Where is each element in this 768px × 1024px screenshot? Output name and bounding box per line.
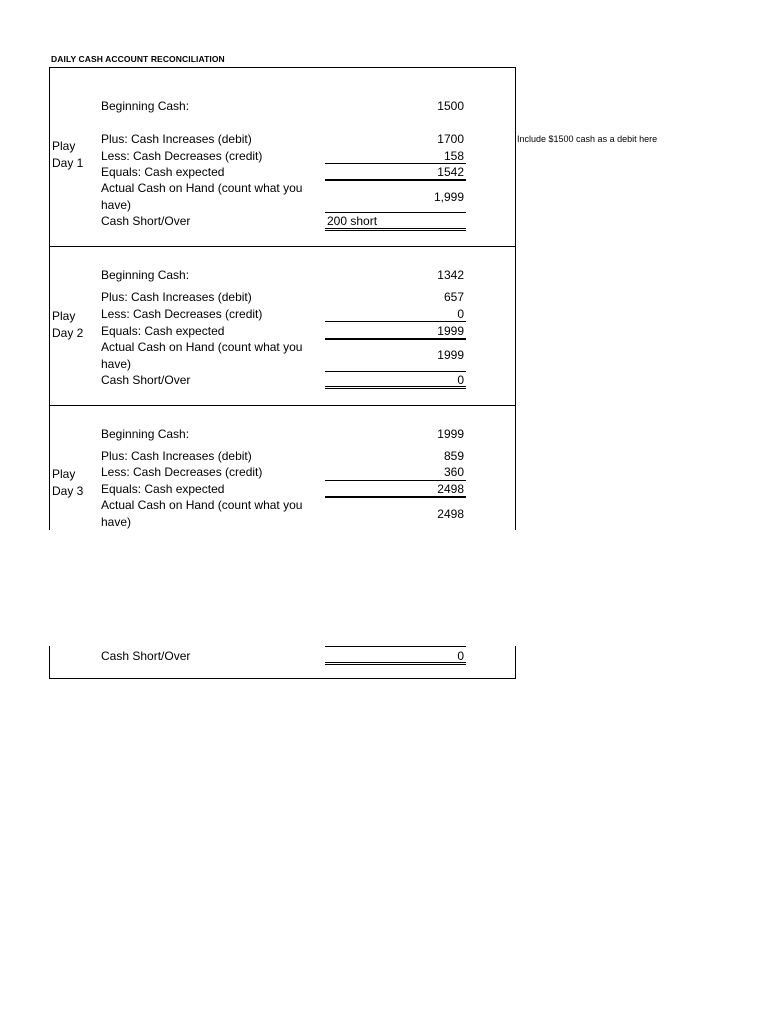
day3-label xyxy=(52,466,83,500)
day1-actual-rule xyxy=(325,212,466,213)
day2-decreases-rule xyxy=(325,321,466,322)
day1-decreases-rule xyxy=(325,163,466,164)
day1-label xyxy=(52,138,83,172)
day1-short-over-double-rule xyxy=(325,228,466,231)
day1-expected-value: 1542 xyxy=(437,165,464,179)
day2-actual-label: Actual Cash on Hand (count what you have) xyxy=(101,340,303,371)
day2-short-over-double-rule xyxy=(325,386,466,389)
day2-label xyxy=(52,308,83,342)
day1-beginning-value: 1500 xyxy=(437,99,464,113)
day3-increases-value: 859 xyxy=(443,449,464,463)
day2-bottom-border xyxy=(49,405,516,406)
page-title: DAILY CASH ACCOUNT RECONCILIATION xyxy=(51,54,225,64)
day2-increases-label: Plus: Cash Increases (debit) xyxy=(101,290,252,304)
day2-label-line1: Play xyxy=(52,309,76,323)
continued-left-border xyxy=(49,646,50,679)
day1-increases-label: Plus: Cash Increases (debit) xyxy=(101,132,252,146)
continued-bottom-border xyxy=(49,678,516,679)
table-left-border xyxy=(49,67,50,530)
day1-short-over-value: 200 short xyxy=(327,214,378,228)
day1-decreases-value: 158 xyxy=(443,149,464,163)
day3-actual-value: 2498 xyxy=(437,507,464,521)
day2-actual-rule xyxy=(325,371,466,372)
day3-expected-label: Equals: Cash expected xyxy=(101,482,225,496)
day2-actual-value: 1999 xyxy=(437,348,464,362)
day3-beginning-value: 1999 xyxy=(437,427,464,441)
debit-note: Include $1500 cash as a debit here xyxy=(517,134,658,144)
day2-beginning-label: Beginning Cash: xyxy=(101,268,190,282)
day2-short-over-value: 0 xyxy=(457,373,464,387)
day2-expected-label: Equals: Cash expected xyxy=(101,324,225,338)
day3-actual-label: Actual Cash on Hand (count what you have) xyxy=(101,498,303,529)
day3-decreases-label: Less: Cash Decreases (credit) xyxy=(101,465,263,479)
day3-short-over-label: Cash Short/Over xyxy=(101,649,191,663)
day1-bottom-border xyxy=(49,246,516,247)
day3-short-over-value: 0 xyxy=(457,649,464,663)
day1-short-over-label: Cash Short/Over xyxy=(101,214,191,228)
day3-label-line2: Day 3 xyxy=(52,484,84,498)
day1-label-line2: Day 1 xyxy=(52,156,84,170)
day2-expected-value: 1999 xyxy=(437,324,464,338)
day2-label-line2: Day 2 xyxy=(52,326,84,340)
day1-decreases-label: Less: Cash Decreases (credit) xyxy=(101,149,263,163)
continued-right-border xyxy=(515,646,516,679)
day2-beginning-value: 1342 xyxy=(437,268,464,282)
day1-beginning-label: Beginning Cash: xyxy=(101,99,190,113)
day1-actual-value: 1,999 xyxy=(433,190,464,204)
day3-beginning-label: Beginning Cash: xyxy=(101,427,190,441)
day2-decreases-value: 0 xyxy=(457,307,464,321)
day2-decreases-label: Less: Cash Decreases (credit) xyxy=(101,307,263,321)
table-right-border xyxy=(515,67,516,530)
day2-short-over-label: Cash Short/Over xyxy=(101,373,191,387)
day3-short-over-double-rule xyxy=(325,662,466,665)
day1-expected-label: Equals: Cash expected xyxy=(101,165,225,179)
day3-decreases-value: 360 xyxy=(443,465,464,479)
day2-expected-rule xyxy=(325,338,466,340)
day1-expected-rule xyxy=(325,179,466,181)
day3-decreases-rule xyxy=(325,480,466,481)
day1-increases-value: 1700 xyxy=(437,132,464,146)
day2-increases-value: 657 xyxy=(443,290,464,304)
day3-expected-rule xyxy=(325,496,466,498)
day3-label-line1: Play xyxy=(52,467,76,481)
day3-expected-value: 2498 xyxy=(437,482,464,496)
day3-actual-rule xyxy=(325,646,466,647)
day1-actual-label: Actual Cash on Hand (count what you have) xyxy=(101,181,303,212)
table-top-border xyxy=(49,67,516,68)
day3-increases-label: Plus: Cash Increases (debit) xyxy=(101,449,252,463)
day1-label-line1: Play xyxy=(52,139,76,153)
